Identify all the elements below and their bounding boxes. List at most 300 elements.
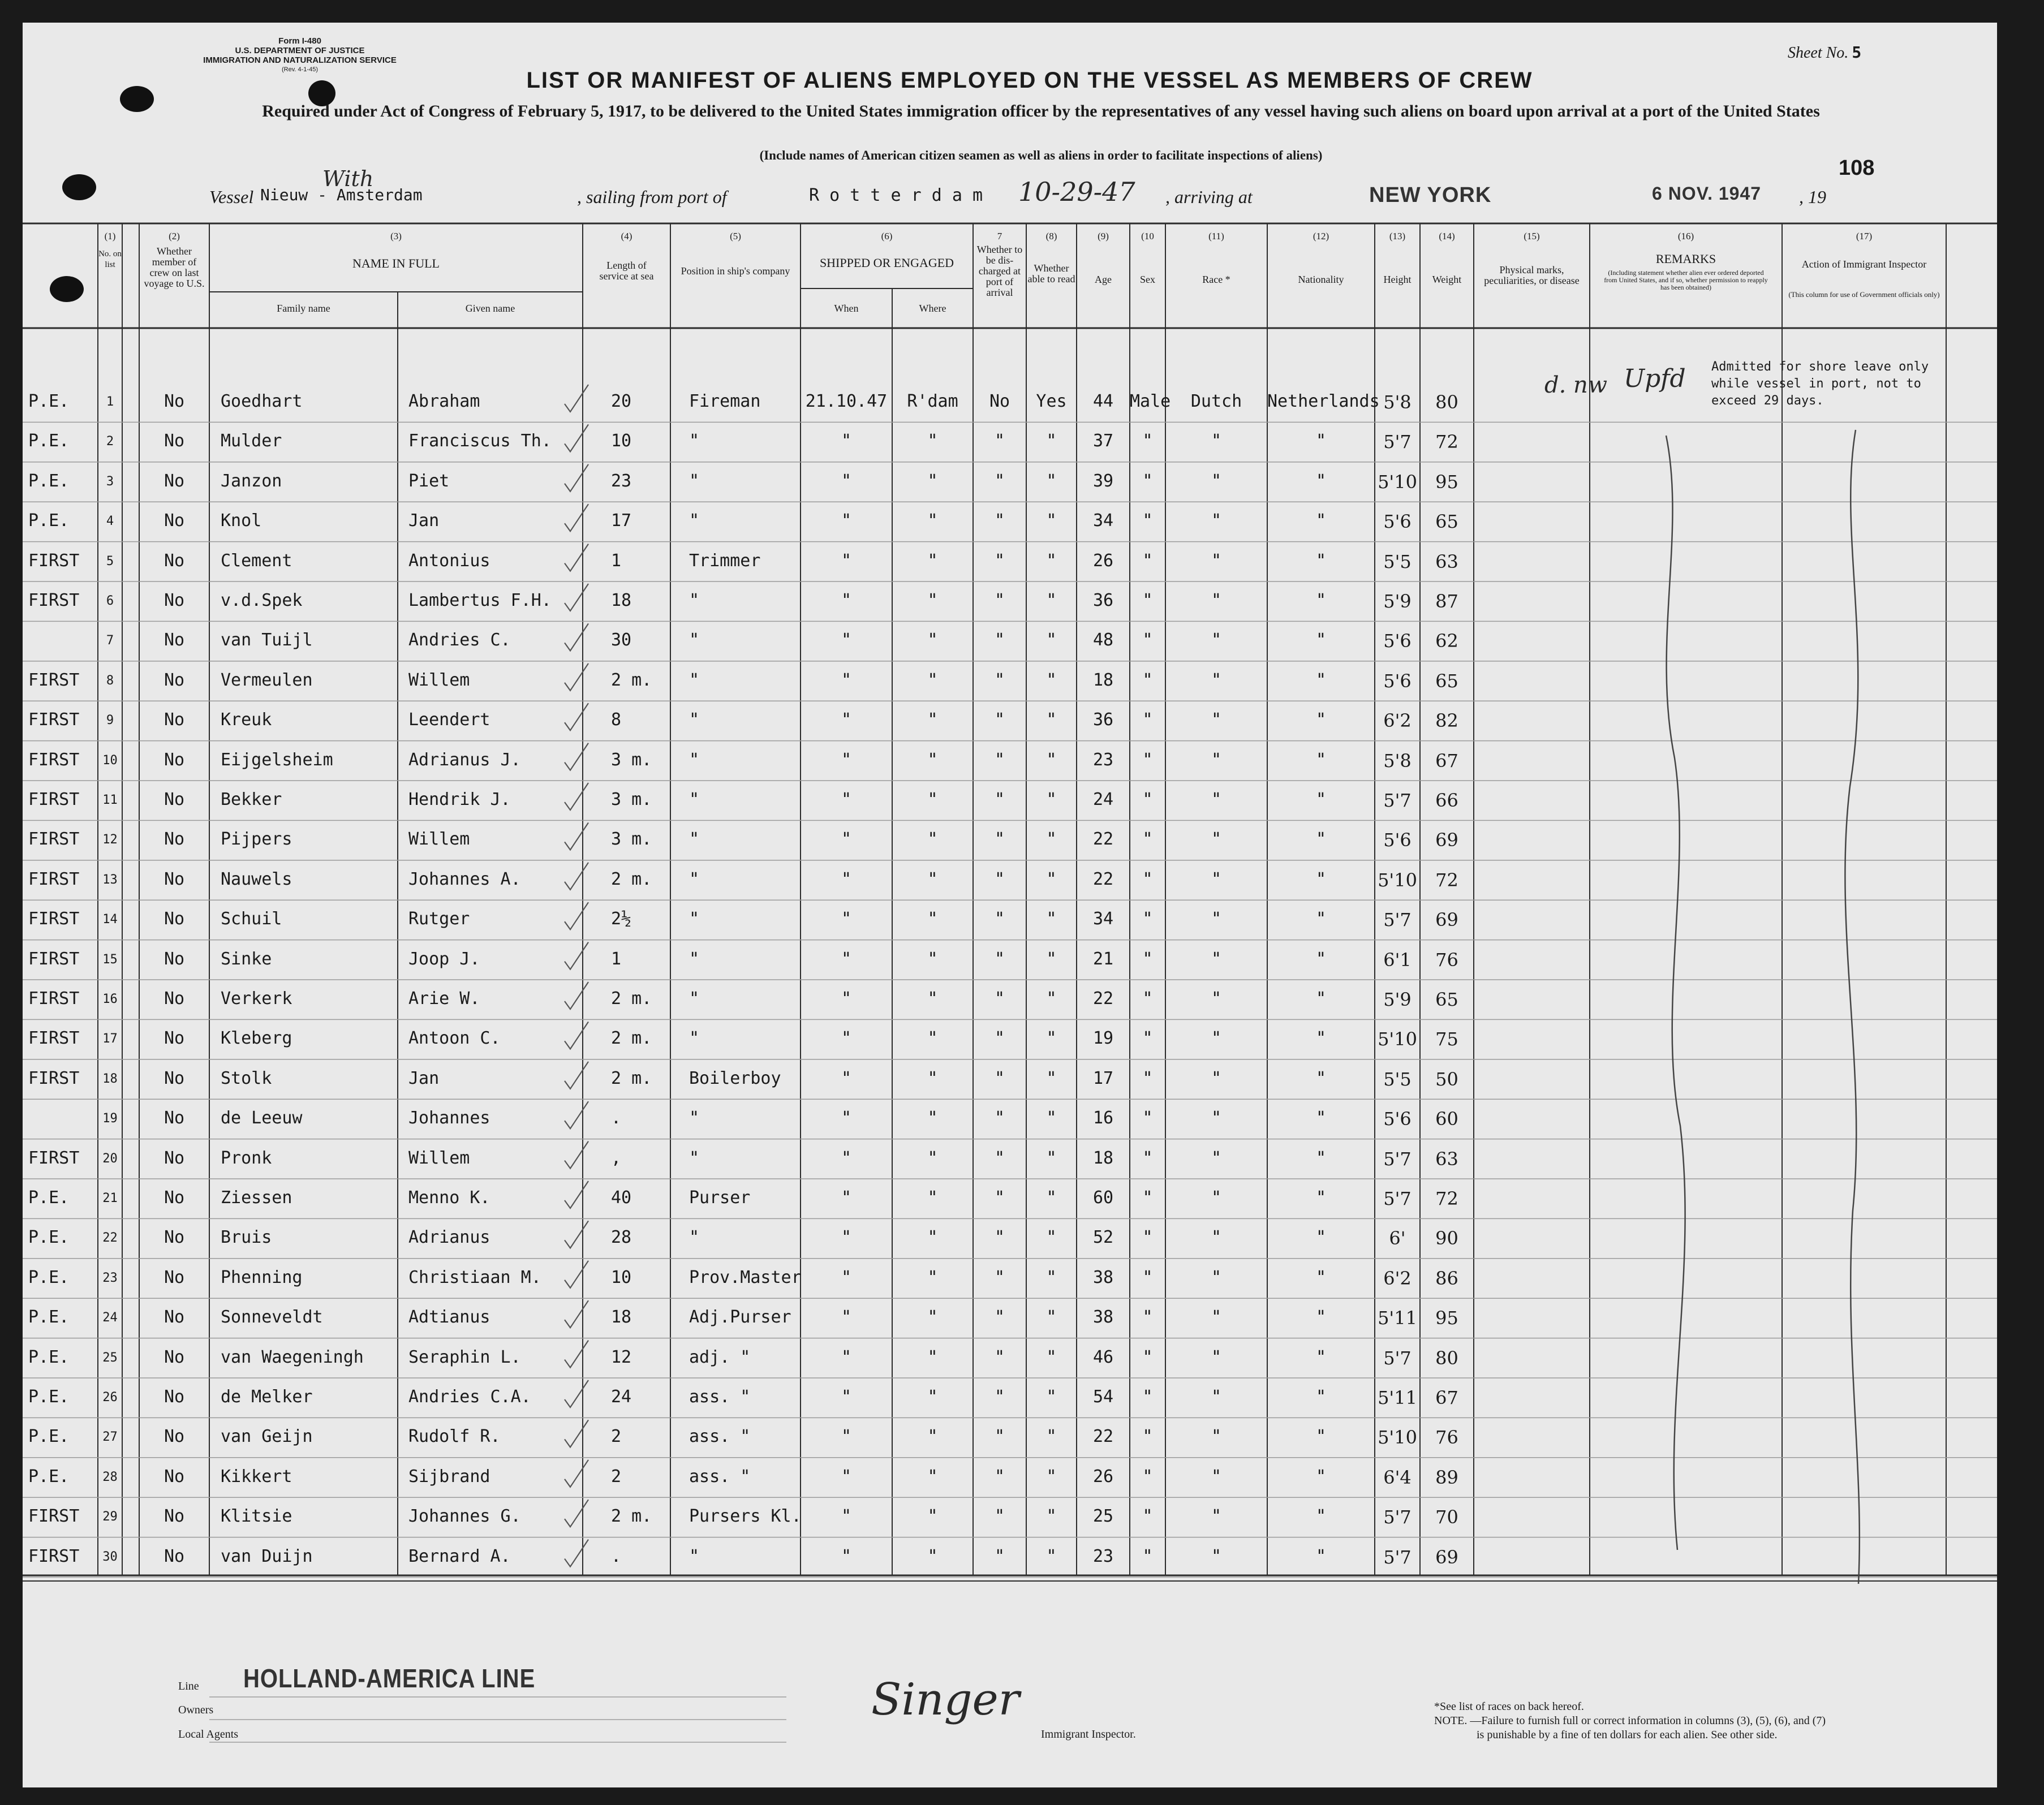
remarks-line-3: exceed 29 days. (1711, 394, 1824, 408)
cell-member: No (163, 829, 185, 850)
cell-nationality: " (1315, 1546, 1327, 1566)
cell-nationality: " (1315, 630, 1327, 651)
table-row (23, 1181, 1997, 1221)
cell-sex: " (1142, 749, 1153, 770)
cell-given: Rutger (408, 909, 470, 929)
cell-read: " (1046, 1068, 1057, 1088)
cell-sex: " (1142, 949, 1153, 969)
cell-cls: P.E. (28, 511, 70, 531)
table-row (23, 1460, 1997, 1500)
cell-service: 23 (611, 471, 632, 491)
cell-cls: FIRST (28, 989, 80, 1009)
line-label: Line (178, 1680, 199, 1692)
cell-no: 3 (106, 474, 114, 489)
owners-label: Owners (178, 1704, 214, 1716)
cell-race: " (1211, 1347, 1222, 1367)
cell-no: 15 (102, 952, 118, 967)
header-action-note: (This column for use of Government officials only) (1788, 290, 1940, 299)
cell-family: de Leeuw (221, 1108, 303, 1128)
cell-cls: P.E. (28, 1466, 70, 1487)
cell-sex: " (1142, 1108, 1153, 1128)
cell-when: " (841, 1148, 852, 1168)
cell-member: No (163, 1387, 185, 1407)
cell-given: Jan (408, 1068, 440, 1088)
cell-read: Yes (1036, 391, 1067, 411)
cell-age: 16 (1092, 1108, 1114, 1128)
cell-cls: FIRST (28, 1148, 80, 1168)
cell-height: 6'2 (1383, 1267, 1412, 1289)
cell-discharged: " (994, 1387, 1005, 1407)
cell-race: " (1211, 1188, 1222, 1208)
table-row (23, 1341, 1997, 1380)
cell-when: " (841, 1108, 852, 1128)
cell-nationality: " (1315, 909, 1327, 929)
cell-nationality: " (1315, 511, 1327, 531)
cell-family: Nauwels (221, 869, 292, 889)
cell-read: " (1046, 1307, 1057, 1328)
cell-no: 30 (102, 1549, 118, 1564)
cell-nationality: " (1315, 829, 1327, 850)
cell-weight: 67 (1435, 749, 1458, 772)
cell-when: " (841, 1347, 852, 1367)
header-family-name: Family name (277, 303, 330, 314)
cell-weight: 75 (1435, 1028, 1458, 1050)
cell-weight: 50 (1435, 1068, 1458, 1090)
cell-age: 18 (1092, 1148, 1114, 1168)
colnum-12: (12) (1313, 231, 1329, 242)
table-row (23, 863, 1997, 902)
cell-position: " (689, 909, 700, 929)
cell-read: " (1046, 1546, 1057, 1566)
cell-race: " (1211, 1546, 1222, 1566)
cell-member: No (163, 431, 185, 451)
cell-position: " (689, 1148, 700, 1168)
cell-service: 18 (611, 1307, 632, 1328)
cell-height: 5'7 (1383, 1506, 1412, 1528)
cell-race: " (1211, 749, 1222, 770)
sheet-value: 5 (1852, 43, 1862, 62)
cell-no: 2 (106, 434, 114, 449)
cell-height: 5'5 (1383, 1068, 1412, 1090)
cell-discharged: No (989, 391, 1010, 411)
cell-when: " (841, 790, 852, 809)
cell-sex: " (1142, 989, 1153, 1009)
cell-cls: P.E. (28, 1267, 70, 1287)
cell-discharged: " (994, 1068, 1005, 1088)
cell-height: 6' (1389, 1227, 1406, 1250)
cell-given: Hendrik J. (408, 790, 511, 809)
table-row (23, 504, 1997, 544)
cell-sex: " (1142, 1307, 1153, 1328)
cell-nationality: " (1315, 670, 1327, 690)
cell-discharged: " (994, 1347, 1005, 1367)
table-row (23, 385, 1997, 424)
cell-read: " (1046, 1148, 1057, 1168)
colnum-15: (15) (1524, 231, 1540, 242)
cell-cls: FIRST (28, 550, 80, 571)
cell-sex: " (1142, 511, 1153, 531)
cell-race: " (1211, 471, 1222, 491)
cell-no: 5 (106, 554, 114, 568)
vessel-handwritten: With (322, 166, 374, 191)
cell-cls: P.E. (28, 1427, 70, 1447)
arrival-date: 6 NOV. 1947 (1652, 183, 1762, 204)
sheet-label: Sheet No. (1788, 44, 1849, 62)
colnum-7: 7 (997, 231, 1002, 242)
cell-given: Johannes G. (408, 1506, 521, 1527)
cell-service: 24 (611, 1387, 632, 1407)
cell-cls: FIRST (28, 670, 80, 690)
cell-height: 5'11 (1378, 1307, 1417, 1329)
cell-race: " (1211, 989, 1222, 1009)
cell-member: No (163, 1546, 185, 1566)
cell-family: Stolk (221, 1068, 272, 1088)
cell-when: " (841, 1068, 852, 1088)
cell-age: 22 (1092, 1427, 1114, 1447)
cell-where: " (927, 1546, 938, 1566)
cell-cls: P.E. (28, 1188, 70, 1208)
cell-nationality: " (1315, 749, 1327, 770)
cell-nationality: " (1315, 431, 1327, 451)
cell-sex: " (1142, 1028, 1153, 1049)
cell-cls: FIRST (28, 790, 80, 809)
cell-nationality: " (1315, 989, 1327, 1009)
cell-age: 52 (1092, 1227, 1114, 1248)
cell-discharged: " (994, 1227, 1005, 1248)
colnum-17: (17) (1856, 231, 1873, 242)
header-when: When (834, 303, 859, 314)
colnum-14: (14) (1439, 231, 1455, 242)
cell-position: " (689, 630, 700, 651)
cell-cls: FIRST (28, 710, 80, 730)
cell-age: 60 (1092, 1188, 1114, 1208)
cell-member: No (163, 749, 185, 770)
cell-nationality: " (1315, 949, 1327, 969)
cell-age: 26 (1092, 1466, 1114, 1487)
cell-height: 5'7 (1383, 790, 1412, 811)
cell-weight: 86 (1435, 1267, 1458, 1289)
cell-service: . (611, 1108, 622, 1128)
remarks-typed (1711, 359, 1929, 410)
cell-sex: " (1142, 1188, 1153, 1208)
cell-member: No (163, 630, 185, 651)
table-row (23, 1101, 1997, 1141)
cell-cls: FIRST (28, 869, 80, 889)
cell-discharged: " (994, 1028, 1005, 1049)
cell-given: Willem (408, 670, 470, 690)
cell-cls: FIRST (28, 1028, 80, 1049)
cell-cls: P.E. (28, 391, 70, 411)
cell-nationality: " (1315, 591, 1327, 610)
inspector-label: Immigrant Inspector. (1041, 1728, 1136, 1741)
cell-family: Mulder (221, 431, 282, 451)
cell-where: " (927, 1227, 938, 1248)
cell-where: " (927, 829, 938, 850)
cell-where: " (927, 949, 938, 969)
cell-sex: " (1142, 630, 1153, 651)
cell-nationality: " (1315, 1188, 1327, 1208)
table-row (23, 982, 1997, 1022)
cell-service: 3 m. (611, 790, 652, 809)
cell-height: 5'10 (1378, 471, 1417, 493)
cell-service: 2 m. (611, 1028, 652, 1049)
cell-member: No (163, 989, 185, 1009)
cell-given: Adtianus (408, 1307, 490, 1328)
header-position: Position in ship's company (681, 265, 790, 277)
cell-where: " (927, 869, 938, 889)
cell-height: 5'7 (1383, 1188, 1412, 1209)
cell-position: " (689, 1028, 700, 1049)
header-race: Race * (1202, 274, 1230, 285)
cell-read: " (1046, 1028, 1057, 1049)
table-row (23, 1022, 1997, 1061)
cell-height: 5'10 (1378, 1028, 1417, 1050)
cell-discharged: " (994, 550, 1005, 571)
cell-given: Sijbrand (408, 1466, 490, 1487)
cell-age: 46 (1092, 1347, 1114, 1367)
cell-weight: 72 (1435, 431, 1458, 453)
cell-service: , (611, 1148, 622, 1168)
cell-age: 39 (1092, 471, 1114, 491)
header-remarks: REMARKS (1655, 252, 1716, 266)
cell-service: 10 (611, 1267, 632, 1287)
colnum-6: (6) (881, 231, 893, 242)
cell-nationality: " (1315, 550, 1327, 571)
cell-when: " (841, 431, 852, 451)
cell-discharged: " (994, 1546, 1005, 1566)
cell-member: No (163, 949, 185, 969)
cell-sex: " (1142, 1387, 1153, 1407)
cell-weight: 63 (1435, 550, 1458, 572)
cell-height: 6'4 (1383, 1466, 1412, 1488)
cell-race: " (1211, 1466, 1222, 1487)
cell-height: 5'5 (1383, 550, 1412, 572)
cell-race: " (1211, 1267, 1222, 1287)
cell-height: 5'6 (1383, 1108, 1412, 1130)
cell-discharged: " (994, 949, 1005, 969)
cell-service: 3 m. (611, 749, 652, 770)
colnum-10: (10 (1141, 231, 1154, 242)
cell-race: " (1211, 1108, 1222, 1128)
cell-weight: 72 (1435, 1188, 1458, 1209)
cell-family: Knol (221, 511, 262, 531)
cell-read: " (1046, 909, 1057, 929)
cell-member: No (163, 1506, 185, 1527)
cell-family: Ziessen (221, 1188, 292, 1208)
cell-family: Klitsie (221, 1506, 292, 1527)
cell-given: Antoon C. (408, 1028, 501, 1049)
cell-height: 5'6 (1383, 829, 1412, 851)
cell-when: " (841, 869, 852, 889)
colnum-11: (11) (1208, 231, 1224, 242)
cell-given: Andries C. (408, 630, 511, 651)
cell-where: " (927, 710, 938, 730)
cell-member: No (163, 391, 185, 411)
cell-weight: 63 (1435, 1148, 1458, 1170)
cell-age: 23 (1092, 1546, 1114, 1566)
cell-height: 5'9 (1383, 989, 1412, 1010)
cell-height: 5'7 (1383, 431, 1412, 453)
header-discharged: Whether to be dis-charged at port of arrival (976, 244, 1023, 298)
cell-member: No (163, 670, 185, 690)
cell-when: " (841, 471, 852, 491)
cell-discharged: " (994, 1188, 1005, 1208)
cell-when: " (841, 1028, 852, 1049)
cell-discharged: " (994, 1148, 1005, 1168)
cell-given: Bernard A. (408, 1546, 511, 1566)
cell-height: 5'10 (1378, 1427, 1417, 1449)
cell-cls: FIRST (28, 1506, 80, 1527)
cell-sex: " (1142, 1347, 1153, 1367)
table-row (23, 464, 1997, 504)
cell-no: 26 (102, 1390, 118, 1405)
physical-marks-note: d. nw (1544, 372, 1608, 398)
cell-height: 5'11 (1378, 1387, 1417, 1408)
cell-family: van Waegeningh (221, 1347, 364, 1367)
cell-cls: P.E. (28, 1387, 70, 1407)
table-row (23, 1062, 1997, 1101)
cell-position: " (689, 829, 700, 850)
cell-weight: 65 (1435, 989, 1458, 1010)
cell-position: " (689, 1108, 700, 1128)
cell-when: " (841, 1546, 852, 1566)
cell-cls: FIRST (28, 749, 80, 770)
cell-read: " (1046, 829, 1057, 850)
cell-sex: " (1142, 869, 1153, 889)
cell-read: " (1046, 1227, 1057, 1248)
cell-family: Kreuk (221, 710, 272, 730)
cell-height: 5'6 (1383, 670, 1412, 692)
cell-weight: 80 (1435, 1347, 1458, 1369)
cell-weight: 76 (1435, 949, 1458, 971)
cell-age: 24 (1092, 790, 1114, 809)
cell-read: " (1046, 511, 1057, 531)
cell-age: 22 (1092, 869, 1114, 889)
cell-read: " (1046, 1506, 1057, 1527)
table-row (23, 703, 1997, 743)
arrival-port: NEW YORK (1369, 183, 1492, 207)
cell-weight: 69 (1435, 1546, 1458, 1568)
cell-sex: " (1142, 909, 1153, 929)
header-action: Action of Immigrant Inspector (1801, 259, 1927, 270)
cell-weight: 89 (1435, 1466, 1458, 1488)
cell-where: " (927, 1466, 938, 1487)
cell-position: Boilerboy (689, 1068, 781, 1088)
cell-height: 6'2 (1383, 710, 1412, 732)
cell-height: 5'9 (1383, 591, 1412, 612)
cell-position: ass. " (689, 1466, 751, 1487)
cell-read: " (1046, 869, 1057, 889)
cell-age: 36 (1092, 591, 1114, 610)
cell-no: 14 (102, 912, 118, 927)
sailing-label: , sailing from port of (577, 187, 727, 207)
cell-cls: P.E. (28, 1227, 70, 1248)
cell-age: 37 (1092, 431, 1114, 451)
cell-discharged: " (994, 909, 1005, 929)
cell-where: " (927, 471, 938, 491)
cell-height: 5'7 (1383, 1347, 1412, 1369)
cell-when: " (841, 1387, 852, 1407)
cell-height: 5'7 (1383, 1148, 1412, 1170)
cell-position: ass. " (689, 1427, 751, 1447)
cell-no: 13 (102, 872, 118, 887)
line-value: HOLLAND-AMERICA LINE (243, 1664, 536, 1694)
cell-family: Eijgelsheim (221, 749, 333, 770)
cell-position: Adj.Purser (689, 1307, 791, 1328)
cell-when: " (841, 1427, 852, 1447)
cell-cls: P.E. (28, 1347, 70, 1367)
cell-age: 22 (1092, 829, 1114, 850)
cell-read: " (1046, 630, 1057, 651)
cell-height: 5'7 (1383, 1546, 1412, 1568)
cell-where: " (927, 1188, 938, 1208)
cell-given: Jan (408, 511, 440, 531)
cell-service: 1 (611, 949, 622, 969)
cell-weight: 95 (1435, 471, 1458, 493)
table-row (23, 1221, 1997, 1260)
table-row (23, 1500, 1997, 1539)
cell-family: Phenning (221, 1267, 303, 1287)
cell-age: 19 (1092, 1028, 1114, 1049)
cell-where: R'dam (907, 391, 958, 411)
cell-no: 9 (106, 713, 114, 728)
cell-read: " (1046, 949, 1057, 969)
header-height: Height (1383, 274, 1412, 285)
cell-family: Pronk (221, 1148, 272, 1168)
table-row (23, 623, 1997, 663)
cell-family: Sinke (221, 949, 272, 969)
cell-service: 3 m. (611, 829, 652, 850)
cell-given: Arie W. (408, 989, 480, 1009)
cell-no: 24 (102, 1311, 118, 1325)
cell-family: Verkerk (221, 989, 292, 1009)
cell-height: 5'6 (1383, 511, 1412, 533)
cell-discharged: " (994, 1506, 1005, 1527)
table-row (23, 584, 1997, 623)
cell-where: " (927, 1307, 938, 1328)
cell-nationality: " (1315, 1227, 1327, 1248)
header-name-in-full: NAME IN FULL (352, 256, 440, 270)
cell-no: 21 (102, 1191, 118, 1205)
cell-service: 17 (611, 511, 632, 531)
cell-discharged: " (994, 1267, 1005, 1287)
cell-position: " (689, 749, 700, 770)
cell-read: " (1046, 790, 1057, 809)
cell-discharged: " (994, 710, 1005, 730)
cell-read: " (1046, 431, 1057, 451)
cell-nationality: " (1315, 710, 1327, 730)
cell-race: " (1211, 431, 1222, 451)
cell-position: " (689, 790, 700, 809)
cell-service: . (611, 1546, 622, 1566)
cell-age: 34 (1092, 909, 1114, 929)
cell-member: No (163, 550, 185, 571)
manifest-sheet (23, 23, 1997, 1787)
header-sex: Sex (1140, 274, 1155, 285)
cell-age: 26 (1092, 550, 1114, 571)
cell-discharged: " (994, 471, 1005, 491)
header-whether-member: Whether member of crew on last voyage to U.S. (144, 245, 205, 289)
cell-height: 5'6 (1383, 630, 1412, 652)
cell-given: Willem (408, 1148, 470, 1168)
cell-no: 11 (102, 793, 118, 807)
cell-position: " (689, 431, 700, 451)
cell-position: " (689, 591, 700, 610)
cell-age: 36 (1092, 710, 1114, 730)
cell-position: " (689, 710, 700, 730)
cell-discharged: " (994, 749, 1005, 770)
cell-race: " (1211, 869, 1222, 889)
